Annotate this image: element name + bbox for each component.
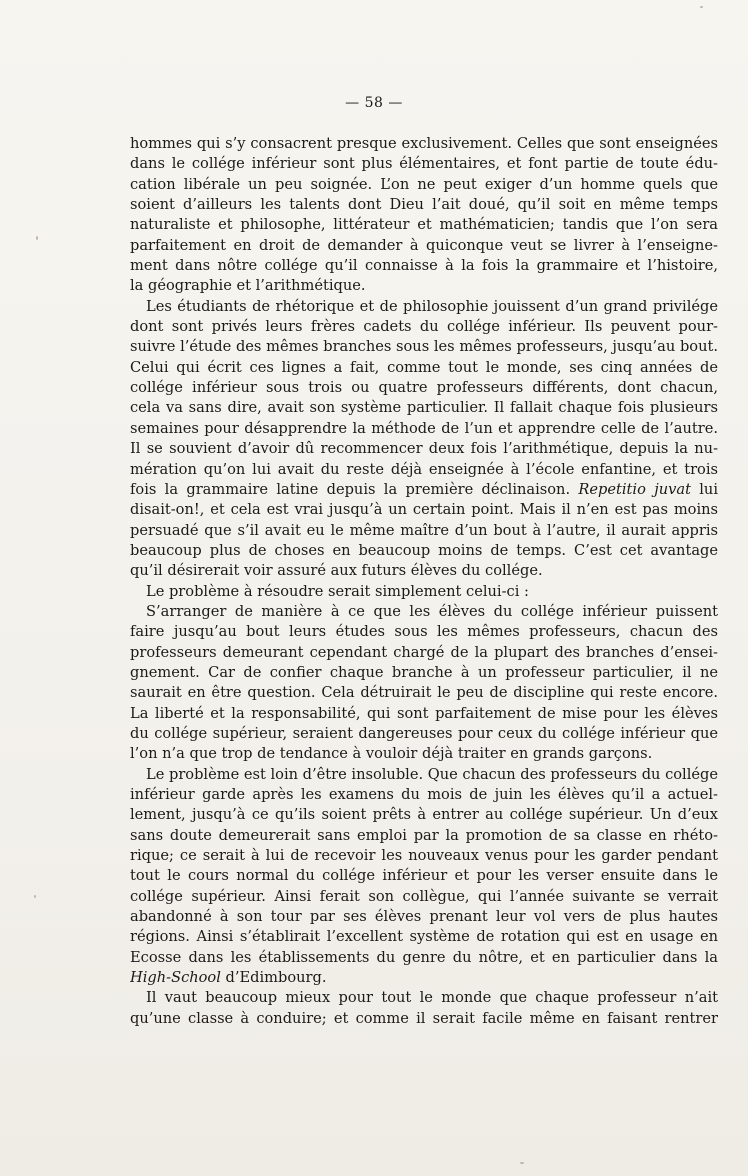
text-line: rique; ce serait à lui de recevoir les nouveaux venus pour les garder pendant bbox=[130, 847, 718, 865]
text-line: la géographie et l’arithmétique. bbox=[130, 277, 366, 295]
text-line: hommes qui s’y consacrent presque exclusivement. Celles que sont enseignées bbox=[130, 135, 718, 152]
text-line: Le problème est loin d’être insoluble. Que chacun des professeurs du collége bbox=[146, 765, 718, 783]
text-line: cation libérale un peu soignée. L’on ne peut exiger d’un homme quels que bbox=[130, 175, 718, 193]
text-line: gnement. Car de confier chaque branche à un professeur particulier, il ne bbox=[130, 663, 718, 681]
page-number: — 58 — bbox=[345, 95, 403, 111]
text-line: professeurs demeurant cependant chargé de la plupart des branches d’ensei- bbox=[130, 643, 718, 661]
text-line: dans le collége inférieur sont plus élémentaires, et font partie de toute édu- bbox=[130, 155, 718, 173]
text-line: sans doute demeurerait sans emploi par la promotion de sa classe en rhéto- bbox=[130, 826, 718, 844]
text-line: parfaitement en droit de demander à quiconque veut se livrer à l’enseigne- bbox=[130, 236, 718, 254]
scan-speck bbox=[520, 1162, 524, 1164]
text-line: suivre l’étude des mêmes branches sous les mêmes professeurs, jusqu’au bout. bbox=[130, 338, 718, 356]
text-line: collége inférieur sous trois ou quatre professeurs différents, dont chacun, bbox=[130, 379, 718, 397]
text-line: abandonné à son tour par ses élèves prenant leur vol vers de plus hautes bbox=[130, 908, 718, 926]
text-line: dont sont privés leurs frères cadets du collége inférieur. Ils peuvent pour- bbox=[130, 318, 718, 336]
text-line: semaines pour désapprendre la méthode de l’un et apprendre celle de l’autre. bbox=[130, 419, 718, 437]
text-line: ment dans nôtre collége qu’il connaisse à la fois la grammaire et l’histoire, bbox=[130, 257, 718, 275]
text-line: Il se souvient d’avoir dû recommencer deux fois l’arithmétique, depuis la nu- bbox=[130, 440, 718, 458]
scan-speck bbox=[700, 6, 703, 8]
text-line: du collége supérieur, seraient dangereuses pour ceux du collége inférieur que bbox=[130, 724, 718, 742]
text-line: Il vaut beaucoup mieux pour tout le monde que chaque professeur n’ait bbox=[146, 989, 718, 1007]
text-line: lement, jusqu’à ce qu’ils soient prêts à entrer au collége supérieur. Un d’eux bbox=[130, 806, 718, 824]
text-line: Ecosse dans les établissements du genre du nôtre, et en particulier dans la bbox=[130, 948, 718, 966]
text-line: fois la grammaire latine depuis la première déclinaison. Repetitio juvat lui bbox=[130, 480, 718, 498]
text-line: mération qu’on lui avait du reste déjà enseignée à l’école enfantine, et trois bbox=[130, 460, 718, 478]
text-line: cela va sans dire, avait son système particulier. Il fallait chaque fois plusieurs bbox=[130, 399, 718, 417]
text-line: saurait en être question. Cela détruirait le peu de discipline qui reste encore. bbox=[130, 684, 718, 702]
text-line: naturaliste et philosophe, littérateur et mathématicien; tandis que l’on sera bbox=[130, 216, 718, 234]
text-line: faire jusqu’au bout leurs études sous les mêmes professeurs, chacun des bbox=[130, 623, 718, 641]
text-line: persuadé que s’il avait eu le même maître d’un bout à l’autre, il aurait appris bbox=[130, 521, 718, 539]
scan-speck bbox=[36, 236, 38, 240]
text-line: beaucoup plus de choses en beaucoup moins de temps. C’est cet avantage bbox=[130, 541, 718, 559]
text-line: régions. Ainsi s’établirait l’excellent système de rotation qui est en usage en bbox=[130, 928, 718, 946]
italic-phrase: High-School bbox=[130, 969, 221, 987]
text-line: Le problème à résoudre serait simplement celui-ci : bbox=[146, 582, 529, 600]
italic-phrase: Repetitio juvat bbox=[578, 480, 691, 498]
text-line: collége supérieur. Ainsi ferait son collègue, qui l’année suivante se verrait bbox=[130, 887, 718, 905]
text-line: S’arranger de manière à ce que les élèves du collége inférieur puissent bbox=[146, 602, 718, 620]
text-line: La liberté et la responsabilité, qui sont parfaitement de mise pour les élèves bbox=[130, 704, 718, 722]
text-line: Celui qui écrit ces lignes a fait, comme tout le monde, ses cinq années de bbox=[130, 358, 718, 376]
text-line: disait-on!, et cela est vrai jusqu’à un certain point. Mais il n’en est pas moins bbox=[130, 501, 718, 519]
text-line: qu’une classe à conduire; et comme il serait facile même en faisant rentrer bbox=[130, 1009, 718, 1027]
text-line: qu’il désirerait voir assuré aux futurs élèves du collége. bbox=[130, 562, 543, 580]
body-text bbox=[130, 134, 718, 1029]
text-line: inférieur garde après les examens du mois de juin les élèves qu’il a actuel- bbox=[130, 786, 718, 803]
text-line: High-School d’Edimbourg. bbox=[130, 969, 327, 987]
text-line: tout le cours normal du collége inférieur et pour les verser ensuite dans le bbox=[130, 867, 718, 885]
text-line: l’on n’a que trop de tendance à vouloir déjà traiter en grands garçons. bbox=[130, 745, 653, 763]
text-line: Les étudiants de rhétorique et de philosophie jouissent d’un grand privilége bbox=[146, 297, 718, 315]
text-line: soient d’ailleurs les talents dont Dieu l’ait doué, qu’il soit en même temps bbox=[130, 196, 718, 214]
scan-speck bbox=[34, 895, 36, 898]
